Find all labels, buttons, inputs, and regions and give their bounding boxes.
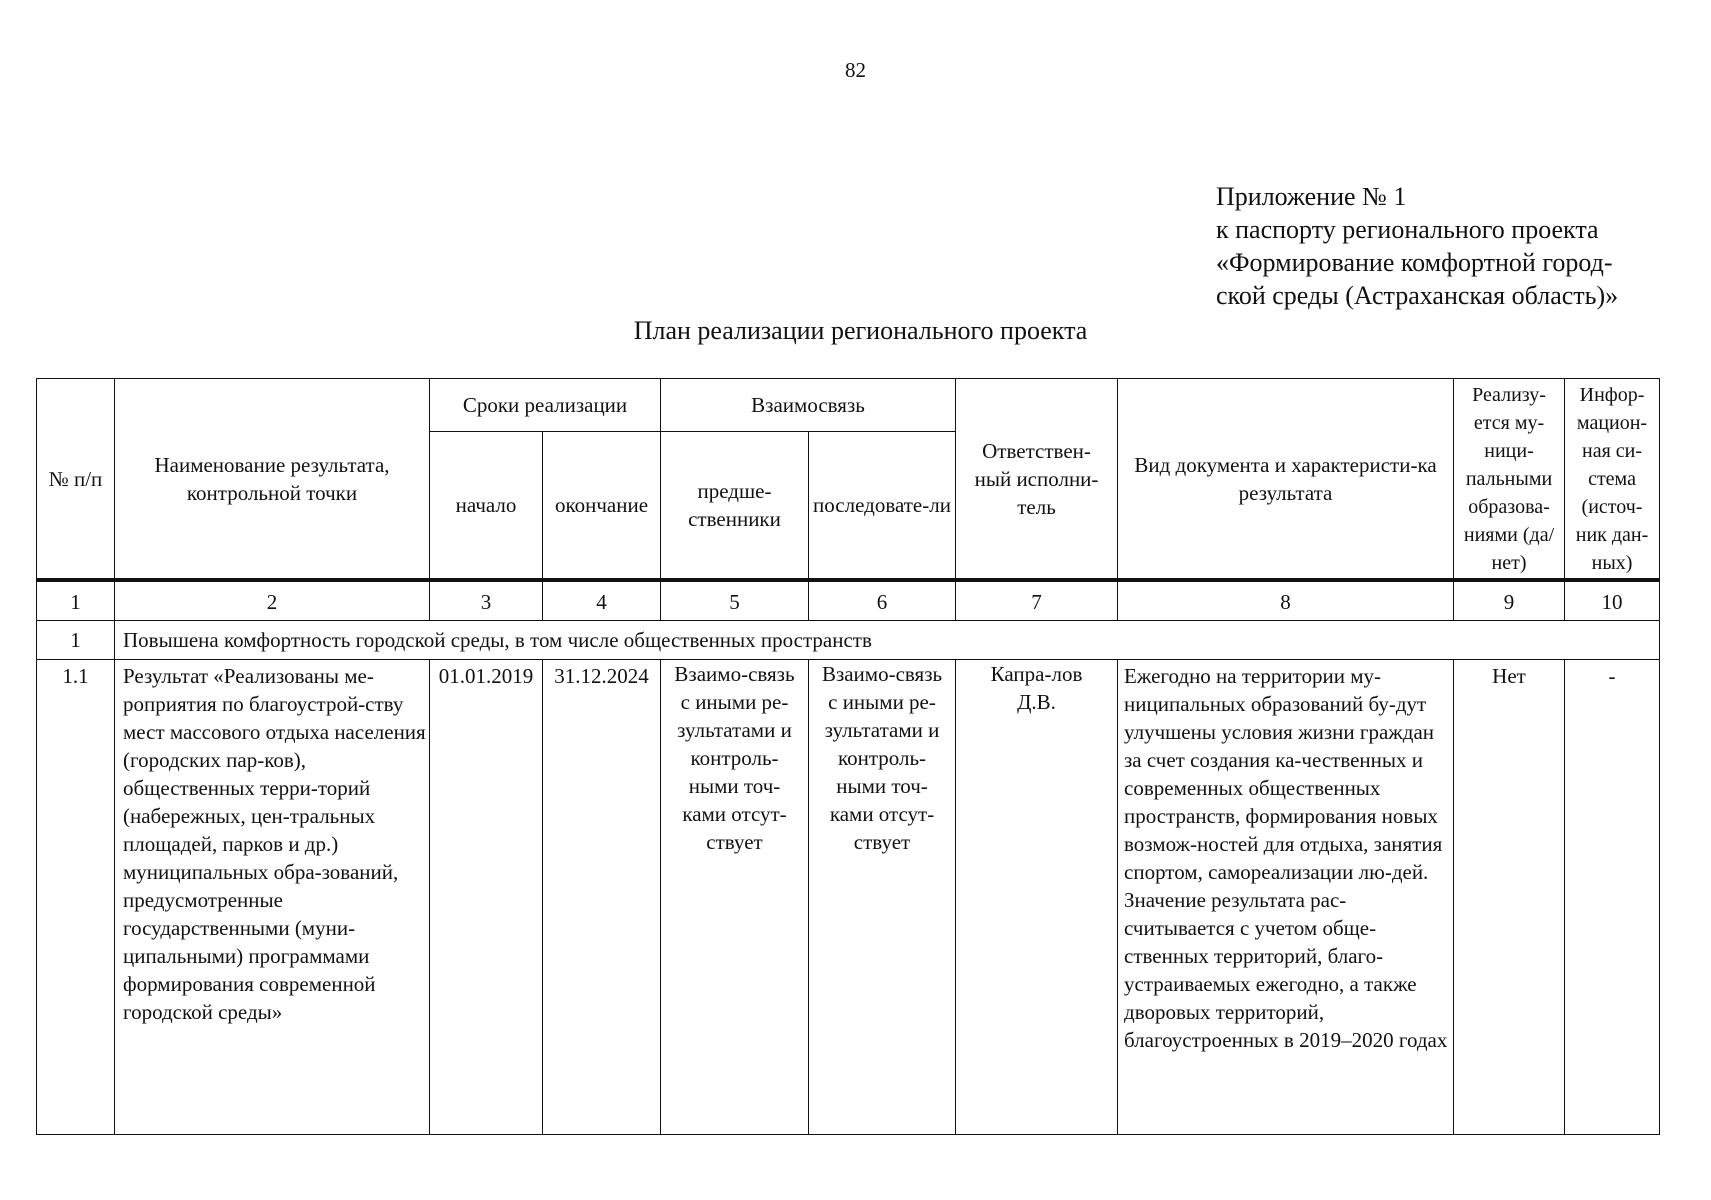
header-info-system: Инфор-мацион-ная си-стема (источ-ник дан-ных)	[1565, 379, 1660, 581]
column-number: 8	[1118, 580, 1454, 621]
result-municipal: Нет	[1454, 660, 1565, 1135]
column-number: 1	[37, 580, 115, 621]
header-terms: Сроки реализации	[430, 379, 661, 432]
appendix-line-2: к паспорту регионального проекта	[1216, 215, 1599, 244]
column-number: 3	[430, 580, 543, 621]
result-successors: Взаимо-связь с иными ре-зультатами и контроль-ными точ-ками отсут-ствует	[809, 660, 956, 1135]
result-name: Результат «Реализованы ме-роприятия по благоустрой-ству мест массового отдыха населения (городских пар-ков), общественных терри-торий (набережных, цен-тральных площадей, парков и др.) муниципальных обра-зований, предусмотренные государственными (муни-ципальными) программами формирования современной городской среды»	[115, 660, 430, 1135]
section-title: Повышена комфортность городской среды, в том числе общественных пространств	[115, 621, 1660, 660]
header-predecessors: предше-ственники	[661, 432, 809, 581]
column-numbers-row	[37, 580, 1660, 621]
column-number: 2	[115, 580, 430, 621]
appendix-line-4: ской среды (Астраханская область)»	[1216, 281, 1619, 310]
result-predecessors: Взаимо-связь с иными ре-зультатами и контроль-ными точ-ками отсут-ствует	[661, 660, 809, 1135]
appendix-block	[1216, 180, 1618, 312]
result-description: Ежегодно на территории му-ниципальных образований бу-дут улучшены условия жизни граждан за счет создания ка-чественных и современных общественных пространств, формирования новых возмож-ностей для отдыха, занятия спортом, самореализации лю-дей. Значение результата рас-считывается с учетом обще-ственных территорий, благо-устраиваемых ежегодно, а также дворовых территорий, благоустроенных в 2019–2020 годах	[1118, 660, 1454, 1135]
header-name: Наименование результата, контрольной точки	[115, 379, 430, 581]
header-start: начало	[430, 432, 543, 581]
header-doc-type: Вид документа и характеристи-ка результата	[1118, 379, 1454, 581]
header-municipal: Реализу-ется му-ници-пальными образова-ниями (да/нет)	[1454, 379, 1565, 581]
column-number: 10	[1565, 580, 1660, 621]
column-number: 5	[661, 580, 809, 621]
header-responsible: Ответствен-ный исполни-тель	[956, 379, 1118, 581]
table-row	[37, 660, 1660, 1135]
result-start-date: 01.01.2019	[430, 660, 543, 1135]
document-title: План реализации регионального проекта	[633, 316, 1088, 345]
column-number: 6	[809, 580, 956, 621]
section-num: 1	[37, 621, 115, 660]
header-successors: последовате-ли	[809, 432, 956, 581]
result-info-system: -	[1565, 660, 1660, 1135]
result-end-date: 31.12.2024	[543, 660, 661, 1135]
header-end: окончание	[543, 432, 661, 581]
section-row	[37, 621, 1660, 660]
header-row	[37, 379, 1660, 432]
result-num: 1.1	[37, 660, 115, 1135]
appendix-line-1: Приложение № 1	[1216, 182, 1407, 211]
page-number: 82	[845, 58, 866, 82]
result-responsible: Капра-лов Д.В.	[956, 660, 1118, 1135]
header-relation: Взаимосвязь	[661, 379, 956, 432]
appendix-line-3: «Формирование комфортной город-	[1216, 248, 1613, 277]
column-number: 4	[543, 580, 661, 621]
column-number: 9	[1454, 580, 1565, 621]
column-number: 7	[956, 580, 1118, 621]
header-num: № п/п	[37, 379, 115, 581]
plan-table	[36, 378, 1660, 1135]
